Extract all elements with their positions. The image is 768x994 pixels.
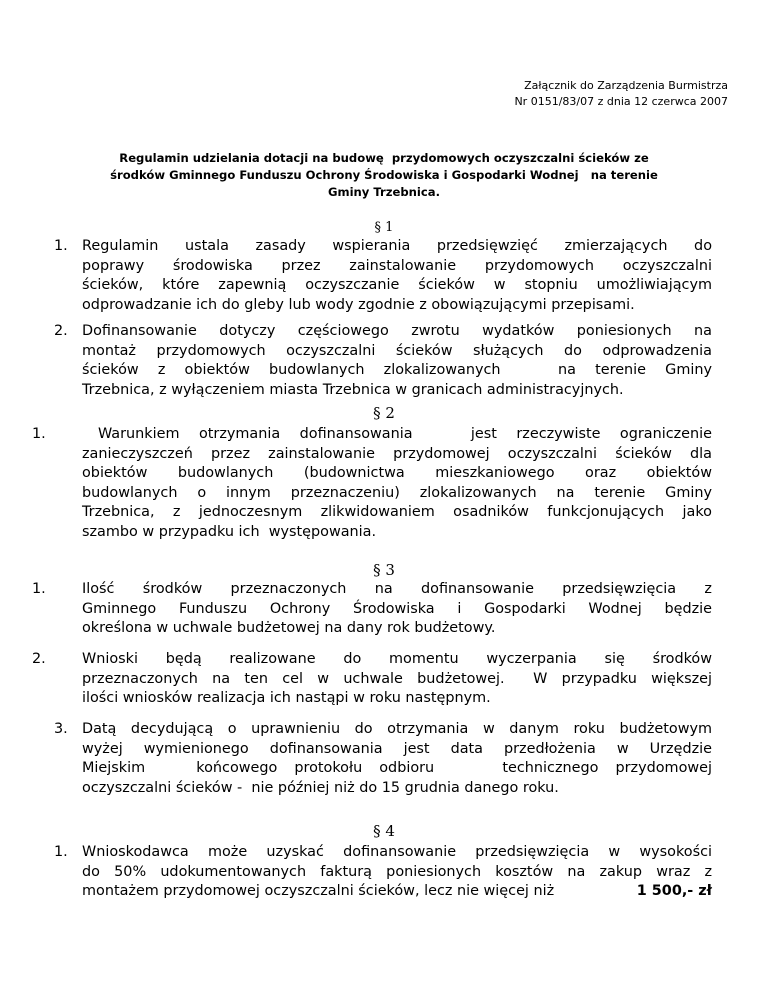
title-line-2: środków Gminnego Funduszu Ochrony Środowiska i Gospodarki Wodnej na terenie — [110, 168, 658, 182]
text-line: do 50% udokumentowanych fakturą poniesionych kosztów na zakup wraz z — [82, 863, 712, 880]
text-line: ilości wniosków realizacja ich nastąpi w roku następnym. — [82, 690, 491, 707]
paragraph-1-2 — [54, 322, 712, 400]
section-mark-4: § 4 — [373, 822, 395, 840]
document-title — [90, 150, 678, 201]
text-line: ścieków, które zapewnią oczyszczanie ścieków w stopniu umożliwiającym — [82, 277, 712, 294]
text-line: Miejskim końcowego protokołu odbioru technicznego przydomowej — [82, 760, 712, 777]
text-line: Trzebnica, z wyłączeniem miasta Trzebnica w granicach administracyjnych. — [82, 381, 624, 398]
paragraph-number: 2. — [32, 651, 46, 667]
text-line: obiektów budowlanych (budownictwa mieszkaniowego oraz obiektów — [82, 465, 712, 482]
paragraph-2-1 — [32, 425, 712, 543]
text-line: przeznaczonych na ten cel w uchwale budżetowej. W przypadku większej — [82, 670, 712, 687]
paragraph-number: 3. — [54, 721, 68, 737]
text-line: Gminnego Funduszu Ochrony Środowiska i Gospodarki Wodnej będzie — [82, 600, 712, 617]
text-line: Trzebnica, z jednoczesnym zlikwidowaniem osadników funkcjonujących jako — [82, 504, 712, 521]
text-line: odprowadzanie ich do gleby lub wody zgodnie z obowiązującymi przepisami. — [82, 296, 635, 313]
text-line: Warunkiem otrzymania dofinansowania jest rzeczywiste ograniczenie — [98, 426, 712, 442]
text-line: Regulamin ustala zasady wspierania przedsięwzięć zmierzających do — [82, 238, 712, 254]
paragraph-number: 1. — [54, 844, 68, 860]
text-line: Wnioski będą realizowane do momentu wyczerpania się środków — [82, 651, 712, 667]
text-line: ścieków z obiektów budowlanych zlokalizowanych na terenie Gminy — [82, 362, 712, 379]
annex-line-1: Załącznik do Zarządzenia Burmistrza — [524, 79, 728, 92]
text-line-with-amount — [82, 882, 712, 902]
paragraph-number: 1. — [32, 426, 46, 442]
section-mark-2: § 2 — [373, 404, 395, 422]
text-line: Datą decydującą o uprawnieniu do otrzymania w danym roku budżetowym — [82, 721, 712, 737]
text-line: szambo w przypadku ich występowania. — [82, 523, 377, 540]
text-line: Wnioskodawca może uzyskać dofinansowanie przedsięwzięcia w wysokości — [82, 844, 712, 860]
paragraph-3-3 — [54, 720, 712, 798]
title-line-1: Regulamin udzielania dotacji na budowę przydomowych oczyszczalni ścieków ze — [119, 151, 649, 165]
paragraph-3-1 — [32, 580, 712, 639]
paragraph-number: 1. — [32, 581, 46, 597]
amount-value: 1 500,- zł — [636, 883, 712, 900]
text-line: Ilość środków przeznaczonych na dofinansowanie przedsięwzięcia z — [82, 581, 712, 597]
paragraph-number: 2. — [54, 323, 68, 339]
text-line: montaż przydomowych oczyszczalni ścieków służących do odprowadzenia — [82, 342, 712, 359]
text-line: Dofinansowanie dotyczy częściowego zwrotu wydatków poniesionych na — [82, 323, 712, 339]
paragraph-number: 1. — [54, 238, 68, 254]
paragraph-3-2 — [32, 650, 712, 709]
title-line-3: Gminy Trzebnica. — [327, 185, 440, 199]
annex-line-2: Nr 0151/83/07 z dnia 12 czerwca 2007 — [514, 95, 728, 108]
text-line: poprawy środowiska przez zainstalowanie przydomowych oczyszczalni — [82, 257, 712, 274]
text-line: budowlanych o innym przeznaczeniu) zlokalizowanych na terenie Gminy — [82, 484, 712, 501]
text-line: określona w uchwale budżetowej na dany rok budżetowy. — [82, 620, 496, 637]
text-line: wyżej wymienionego dofinansowania jest data przedłożenia w Urzędzie — [82, 740, 712, 757]
annex-note — [514, 78, 728, 110]
section-mark-1: § 1 — [374, 220, 394, 235]
paragraph-1-1 — [54, 237, 712, 315]
text-line: zanieczyszczeń przez zainstalowanie przydomowej oczyszczalni ścieków dla — [82, 445, 712, 462]
paragraph-4-1 — [54, 843, 712, 902]
text-line: oczyszczalni ścieków - nie później niż do 15 grudnia danego roku. — [82, 779, 559, 796]
section-mark-3: § 3 — [373, 561, 395, 579]
text-line: montażem przydomowej oczyszczalni ścieków, lecz nie więcej niż — [82, 883, 555, 900]
